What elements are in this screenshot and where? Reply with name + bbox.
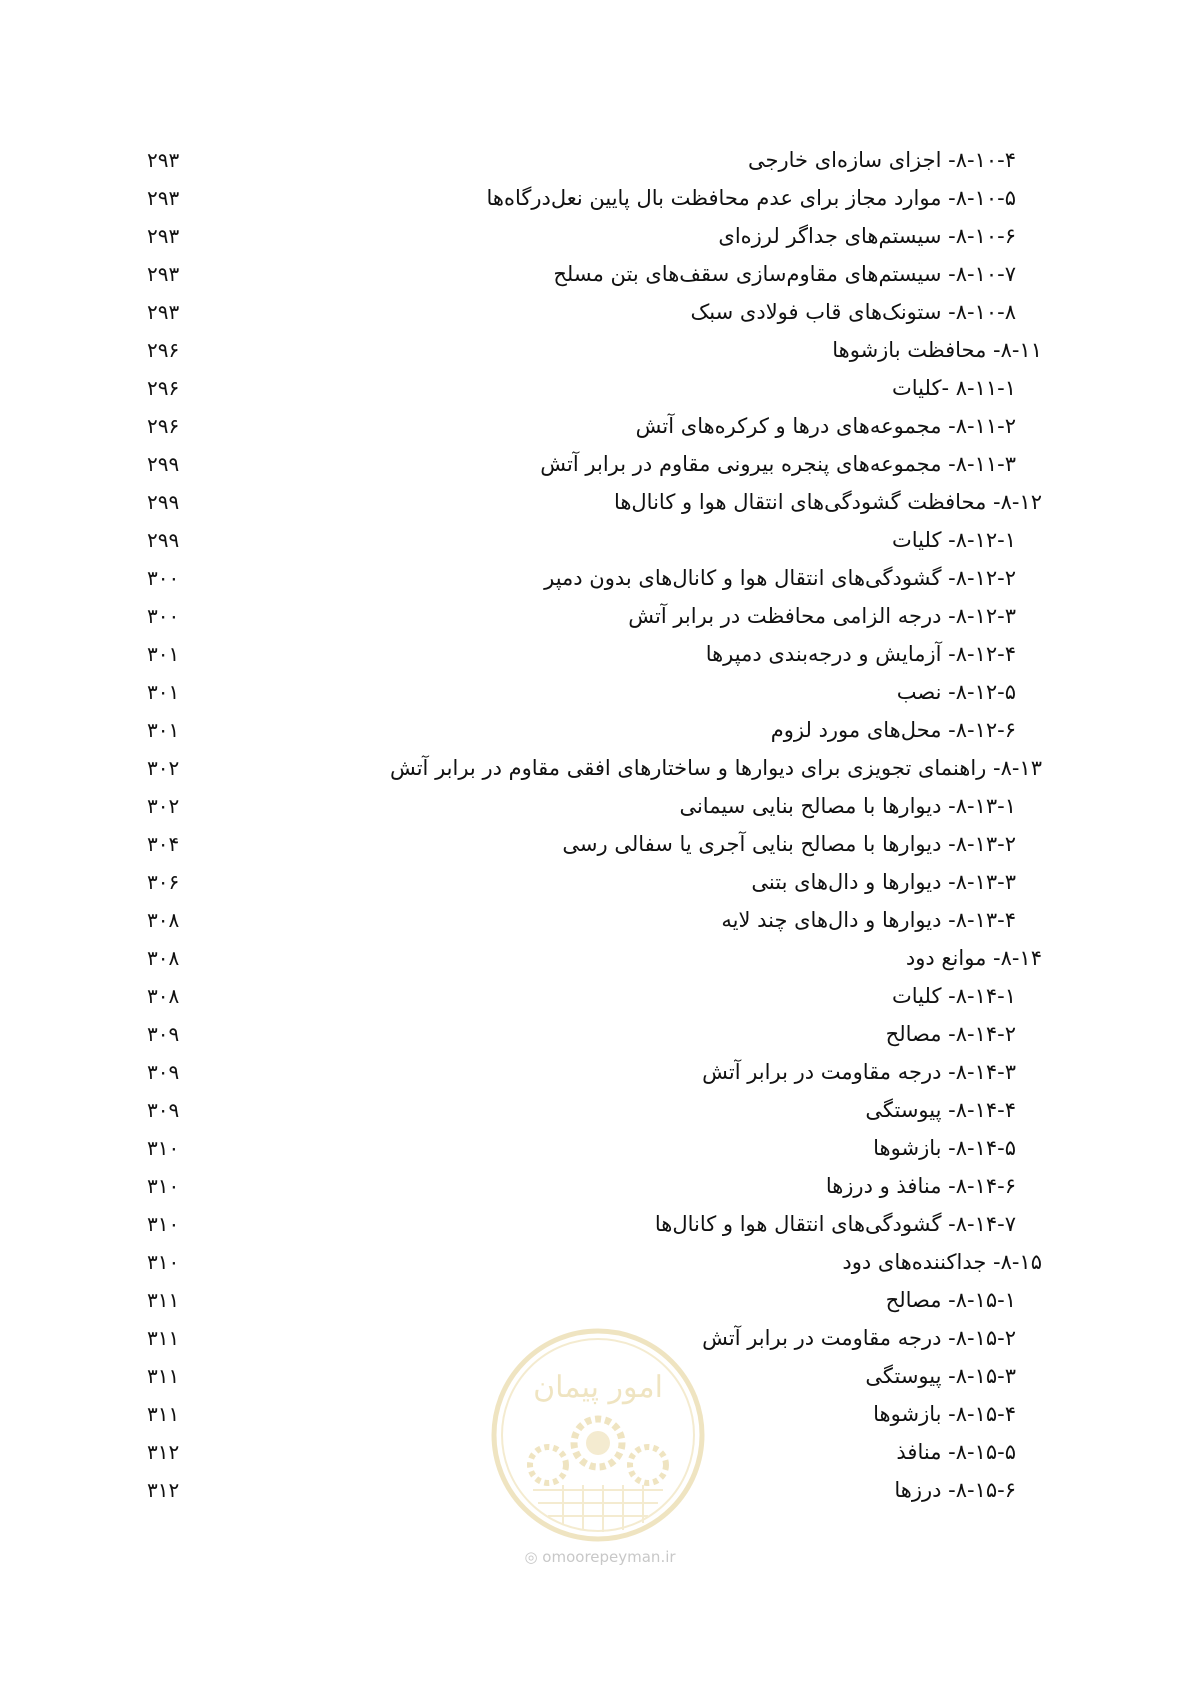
toc-entry-title: ۸-۱۴-۲- مصالح — [885, 1022, 1016, 1046]
toc-entry — [0, 179, 1191, 217]
toc-entry-title: ۸-۱۲-۲- گشودگی‌های انتقال هوا و کانال‌های بدون دمپر — [544, 566, 1016, 590]
toc-entry — [0, 1129, 1191, 1167]
toc-entry-title: ۸-۱۰-۷- سیستم‌های مقاوم‌سازی سقف‌های بتن مسلح — [553, 262, 1016, 286]
toc-entry-page: ۳۱۱ — [147, 1402, 180, 1426]
toc-entry — [0, 521, 1191, 559]
toc-entry — [0, 863, 1191, 901]
toc-entry-title: ۸-۱۲- محافظت گشودگی‌های انتقال هوا و کانال‌ها — [613, 490, 1042, 514]
toc-entry-page: ۳۰۸ — [147, 984, 180, 1008]
toc-entry-page: ۳۱۱ — [147, 1326, 180, 1350]
toc-entry-title: ۸-۱۱-۳- مجموعه‌های پنجره بیرونی مقاوم در برابر آتش — [540, 452, 1016, 476]
toc-entry-page: ۳۱۰ — [147, 1136, 180, 1160]
toc-entry-title: ۸-۱۳-۲- دیوارها با مصالح بنایی آجری یا سفالی رسی — [562, 832, 1016, 856]
toc-entry — [0, 711, 1191, 749]
toc-entry-title: ۸-۱۰-۴- اجزای سازه‌ای خارجی — [748, 148, 1016, 172]
toc-entry-page: ۳۱۲ — [147, 1478, 180, 1502]
toc-entry — [0, 977, 1191, 1015]
toc-entry — [0, 407, 1191, 445]
toc-entry-page: ۳۰۲ — [147, 794, 180, 818]
toc-entry-page: ۲۹۶ — [147, 414, 180, 438]
toc-entry-title: ۸-۱۴-۱- کلیات — [892, 984, 1016, 1008]
toc-entry-title: ۸-۱۵-۳- پیوستگی — [865, 1364, 1016, 1388]
toc-entry-title: ۸-۱۳- راهنمای تجویزی برای دیوارها و ساختارهای افقی مقاوم در برابر آتش — [389, 756, 1042, 780]
toc-entry-page: ۳۰۸ — [147, 908, 180, 932]
toc-entry-page: ۳۰۰ — [147, 604, 180, 628]
toc-entry-title: ۸-۱۱-۲- مجموعه‌های درها و کرکره‌های آتش — [635, 414, 1016, 438]
toc-entry-title: ۸-۱۱- محافظت بازشوها — [832, 338, 1042, 362]
toc-entry-title: ۸-۱۰-۵- موارد مجاز برای عدم محافظت بال پایین نعل‌درگاه‌ها — [486, 186, 1016, 210]
watermark-url-text: omoorepeyman.ir — [542, 1548, 676, 1566]
toc-entry-title: ۸-۱۴-۷- گشودگی‌های انتقال هوا و کانال‌ها — [654, 1212, 1016, 1236]
toc-entry-page: ۳۰۹ — [147, 1060, 180, 1084]
toc-entry-title: ۸-۱۲-۱- کلیات — [892, 528, 1016, 552]
toc-entry-title: ۸-۱۵-۶- درزها — [894, 1478, 1016, 1502]
toc-entry-title: ۸-۱۳-۱- دیوارها با مصالح بنایی سیمانی — [679, 794, 1016, 818]
watermark-logo-icon — [488, 1325, 708, 1545]
toc-entry-title: ۸-۱۴- موانع دود — [905, 946, 1042, 970]
toc-entry — [0, 1281, 1191, 1319]
toc-entry-page: ۲۹۳ — [147, 224, 180, 248]
toc-entry — [0, 673, 1191, 711]
toc-entry — [0, 1167, 1191, 1205]
toc-entry — [0, 559, 1191, 597]
toc-entry-page: ۳۰۹ — [147, 1022, 180, 1046]
toc-entry-page: ۲۹۳ — [147, 262, 180, 286]
toc-entry — [0, 901, 1191, 939]
toc-entry — [0, 445, 1191, 483]
toc-entry-page: ۲۹۹ — [147, 490, 180, 514]
toc-entry-title: ۸-۱۵-۲- درجه مقاومت در برابر آتش — [702, 1326, 1016, 1350]
toc-entry-title: ۸-۱۱-۱ -کلیات — [892, 376, 1016, 400]
toc-entry-page: ۳۱۱ — [147, 1364, 180, 1388]
toc-entry-page: ۳۰۶ — [147, 870, 180, 894]
toc-entry-title: ۸-۱۲-۵- نصب — [896, 680, 1016, 704]
toc-entry-title: ۸-۱۵-۱- مصالح — [885, 1288, 1016, 1312]
toc-entry-page: ۳۰۱ — [147, 642, 180, 666]
toc-entry-title: ۸-۱۲-۳- درجه الزامی محافظت در برابر آتش — [628, 604, 1016, 628]
toc-entry-page: ۳۰۰ — [147, 566, 180, 590]
toc-entry-page: ۲۹۶ — [147, 338, 180, 362]
toc-entry-page: ۲۹۶ — [147, 376, 180, 400]
toc-entry-page: ۳۱۰ — [147, 1212, 180, 1236]
toc-entry — [0, 255, 1191, 293]
toc-entry — [0, 635, 1191, 673]
toc-entry — [0, 293, 1191, 331]
toc-entry-page: ۳۰۸ — [147, 946, 180, 970]
toc-entry-page: ۲۹۳ — [147, 300, 180, 324]
toc-entry-title: ۸-۱۴-۳- درجه مقاومت در برابر آتش — [702, 1060, 1016, 1084]
toc-entry — [0, 1091, 1191, 1129]
toc-entry-title: ۸-۱۰-۶- سیستم‌های جداگر لرزه‌ای — [718, 224, 1016, 248]
toc-entry-page: ۳۱۱ — [147, 1288, 180, 1312]
toc-entry-page: ۳۰۹ — [147, 1098, 180, 1122]
watermark-url: ◎ omoorepeyman.ir — [524, 1548, 676, 1566]
toc-entry — [0, 787, 1191, 825]
toc-entry-title: ۸-۱۴-۶- منافذ و درزها — [825, 1174, 1016, 1198]
toc-entry-page: ۳۰۱ — [147, 680, 180, 704]
toc-entry-title: ۸-۱۳-۴- دیوارها و دال‌های چند لایه — [721, 908, 1016, 932]
toc-section-entry — [0, 483, 1191, 521]
toc-section-entry — [0, 1243, 1191, 1281]
toc-section-entry — [0, 939, 1191, 977]
toc-entry — [0, 369, 1191, 407]
toc-section-entry — [0, 749, 1191, 787]
toc-entry-title: ۸-۱۵- جداکننده‌های دود — [842, 1250, 1042, 1274]
toc-entry — [0, 141, 1191, 179]
toc-entry-page: ۳۰۲ — [147, 756, 180, 780]
toc-entry — [0, 825, 1191, 863]
toc-entry-page: ۲۹۹ — [147, 528, 180, 552]
toc-section-entry — [0, 331, 1191, 369]
watermark-logo-text: امور پیمان — [533, 1370, 663, 1405]
toc-entry-title: ۸-۱۲-۶- محل‌های مورد لزوم — [770, 718, 1016, 742]
toc-entry-title: ۸-۱۵-۴- بازشوها — [873, 1402, 1016, 1426]
toc-entry-title: ۸-۱۴-۵- بازشوها — [873, 1136, 1016, 1160]
toc-entry-page: ۲۹۹ — [147, 452, 180, 476]
toc-entry-title: ۸-۱۳-۳- دیوارها و دال‌های بتنی — [751, 870, 1016, 894]
toc-entry-title: ۸-۱۲-۴- آزمایش و درجه‌بندی دمپرها — [705, 642, 1016, 666]
toc-entry-page: ۳۱۰ — [147, 1250, 180, 1274]
toc-entry — [0, 1053, 1191, 1091]
toc-entry — [0, 217, 1191, 255]
toc-entry-title: ۸-۱۴-۴- پیوستگی — [865, 1098, 1016, 1122]
toc-entry — [0, 597, 1191, 635]
toc-entry-page: ۳۰۱ — [147, 718, 180, 742]
toc-entry-page: ۳۰۴ — [147, 832, 180, 856]
toc-entry — [0, 1205, 1191, 1243]
toc-entry-title: ۸-۱۵-۵- منافذ — [896, 1440, 1016, 1464]
toc-entry-title: ۸-۱۰-۸- ستونک‌های قاب فولادی سبک — [690, 300, 1016, 324]
toc-entry-page: ۲۹۳ — [147, 186, 180, 210]
toc-entry-page: ۳۱۲ — [147, 1440, 180, 1464]
toc-entry — [0, 1015, 1191, 1053]
toc-entry-page: ۲۹۳ — [147, 148, 180, 172]
toc-entry-page: ۳۱۰ — [147, 1174, 180, 1198]
